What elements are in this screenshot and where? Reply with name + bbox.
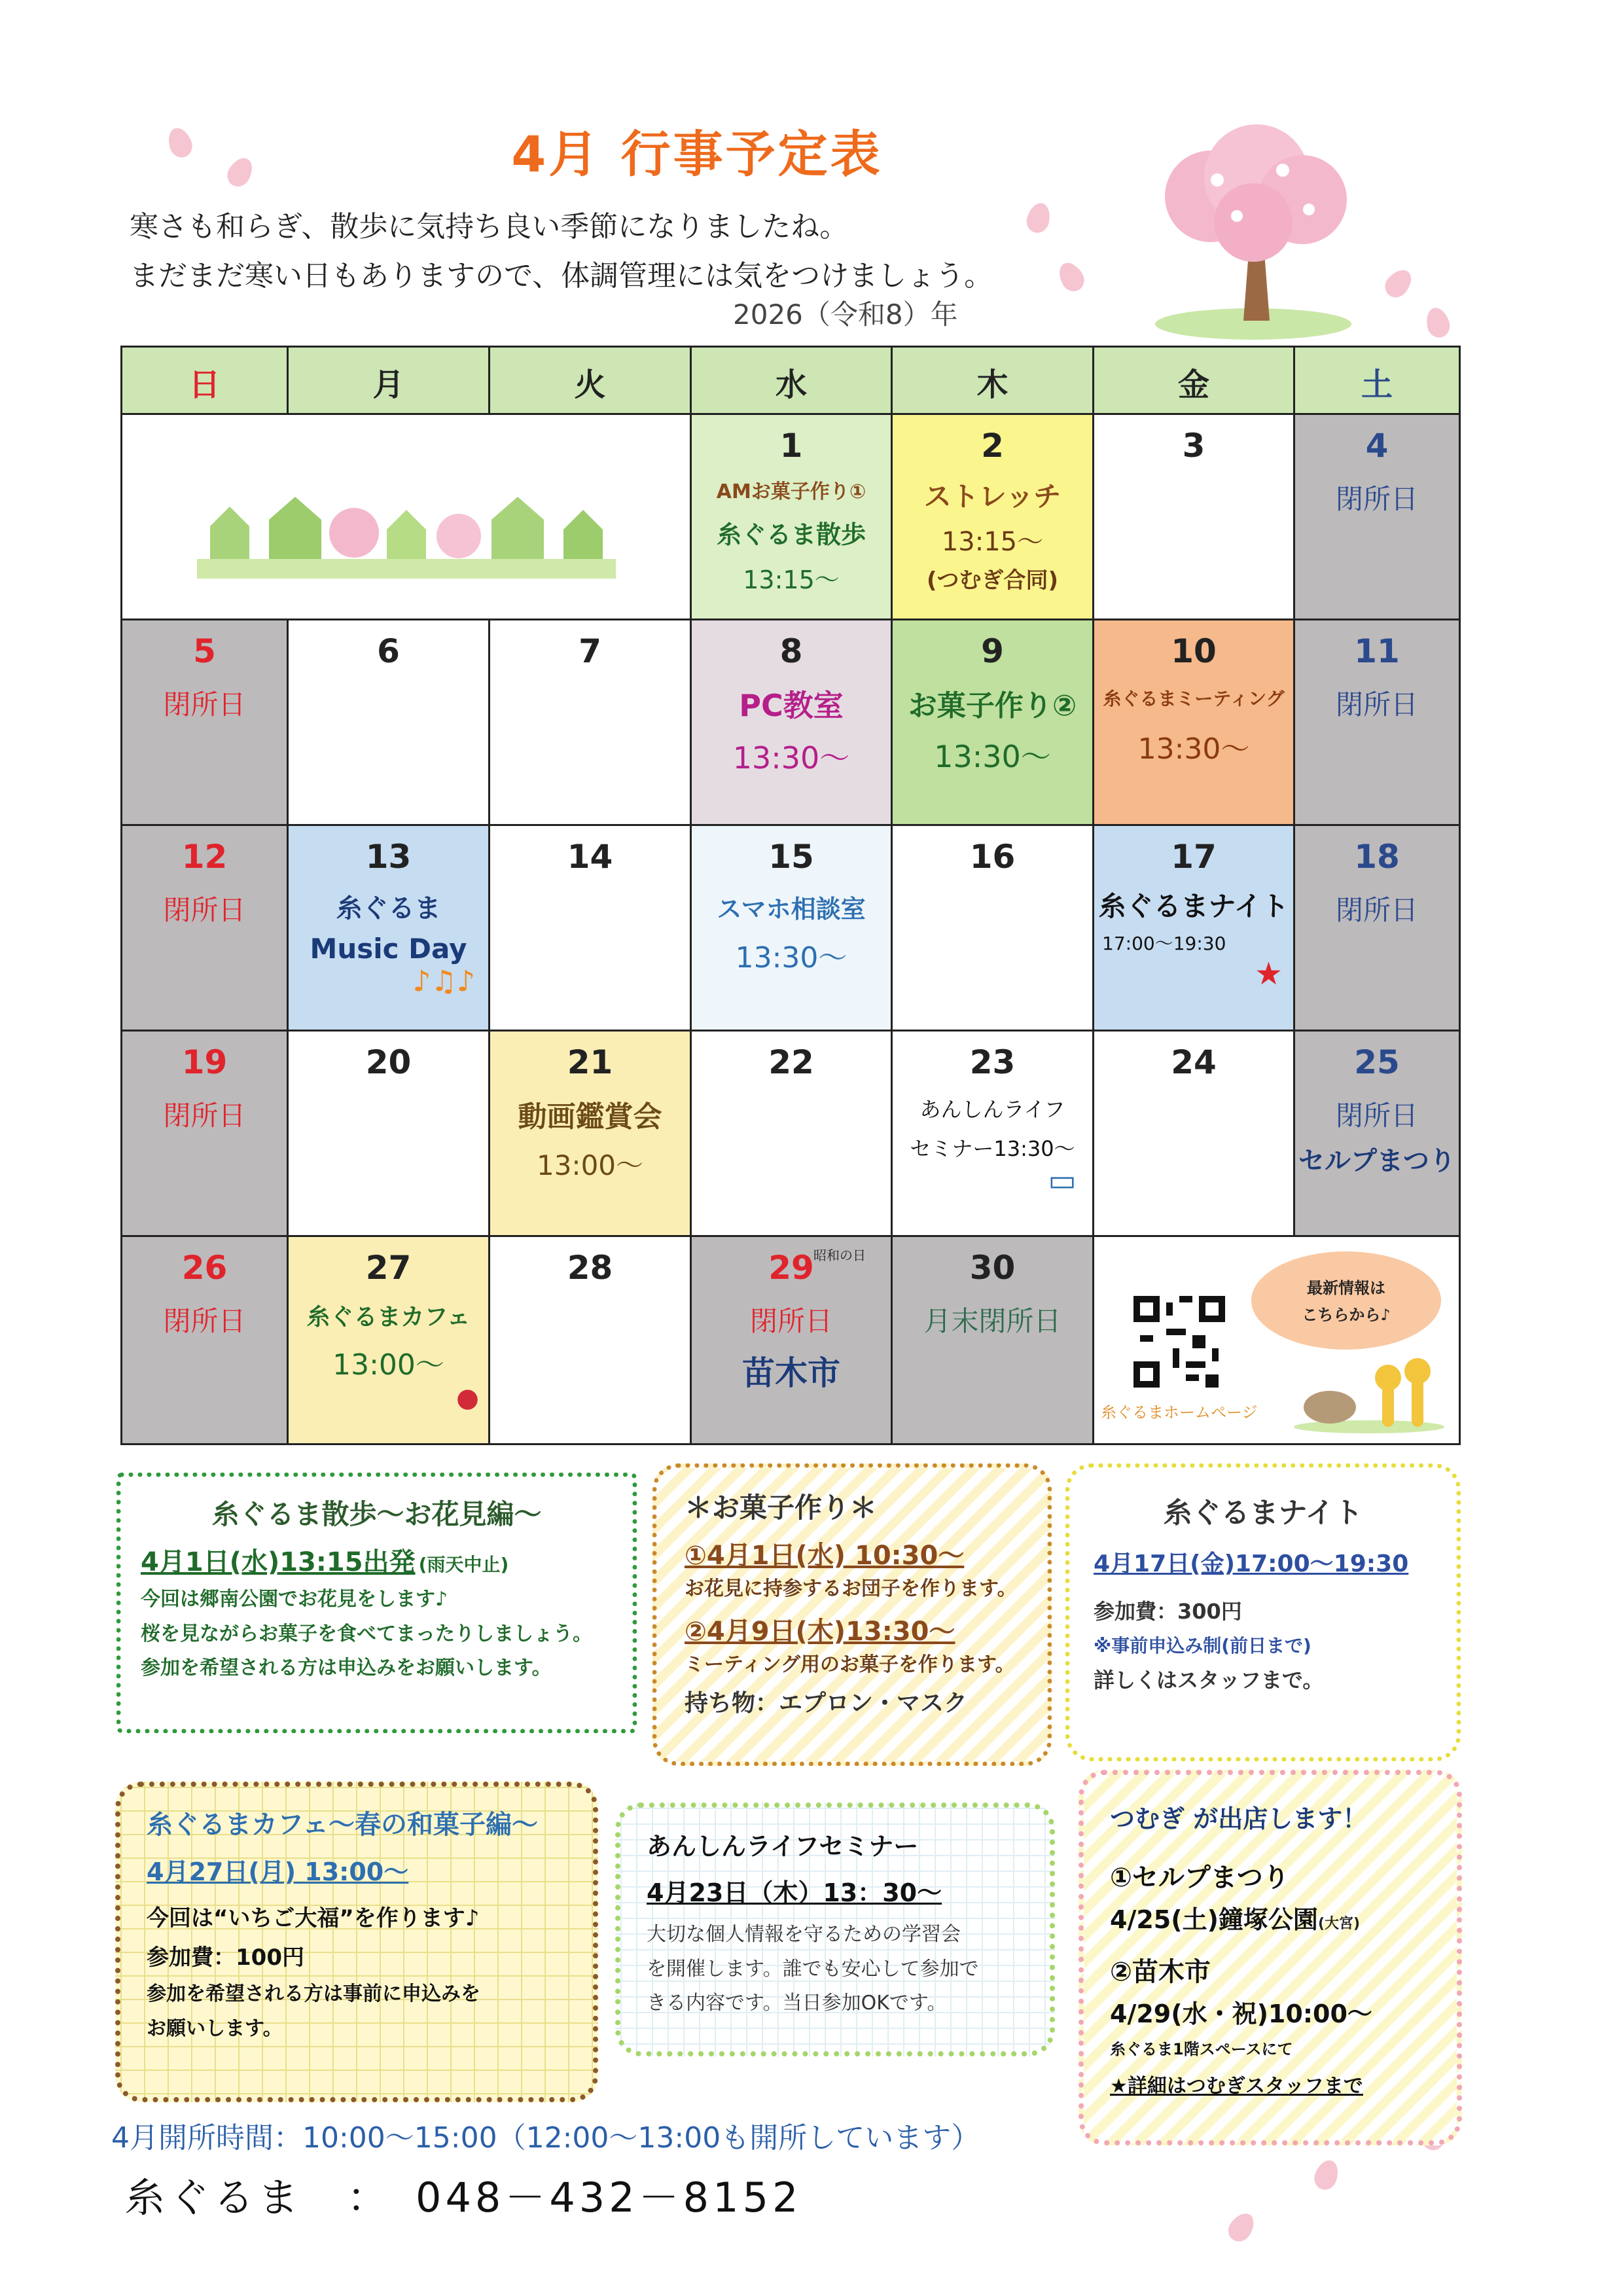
- day-cell-12: [120, 824, 289, 1031]
- event-time: 13:30～: [732, 740, 850, 776]
- closed-label: 閉所日: [163, 689, 246, 721]
- opening-hours: 4月開所時間：10:00～15:00（12:00～13:00も開所しています）: [111, 2121, 980, 2155]
- day-number: 23: [969, 1043, 1016, 1081]
- day-number: 27: [365, 1249, 412, 1287]
- sweets-info-box: [652, 1463, 1052, 1766]
- day-number: 15: [768, 838, 814, 876]
- day-number: 30: [969, 1249, 1016, 1287]
- day-number: 26: [181, 1249, 228, 1287]
- day-cell-2: [891, 413, 1094, 620]
- box-text: 参加費：300円: [1094, 1599, 1242, 1624]
- star-icon: ★: [1254, 956, 1283, 992]
- bubble-text-line1: 最新情報は: [1307, 1279, 1385, 1297]
- walk-info-box: [116, 1473, 637, 1733]
- bubble-text-line2: こちらから♪: [1302, 1306, 1391, 1324]
- petal-decoration: [1024, 200, 1054, 235]
- day-cell-13: [287, 824, 490, 1031]
- box-date: 4月23日（木）13：30～: [647, 1878, 942, 1907]
- box-text: 今回は郷南公園でお花見をします♪: [141, 1588, 448, 1611]
- closed-label: 閉所日: [1335, 689, 1418, 721]
- intro-text-line2: まだまだ寒い日もありますので、体調管理には気をつけましょう。: [130, 259, 993, 293]
- weekday-header-thu: 木: [891, 346, 1094, 415]
- day-number: 13: [365, 838, 412, 876]
- box-note: (雨天中止): [418, 1554, 509, 1575]
- box-text: 詳しくはスタッフまで。: [1094, 1668, 1324, 1693]
- day-cell-23: [891, 1030, 1094, 1237]
- day-number: 22: [768, 1043, 814, 1081]
- event-label: あんしんライフ: [919, 1097, 1065, 1122]
- day-cell-21: [488, 1030, 692, 1237]
- event-time: セミナー13:30～: [910, 1136, 1075, 1161]
- event-label: ストレッチ: [923, 480, 1061, 512]
- qr-caption: 糸ぐるまホームページ: [1101, 1403, 1258, 1422]
- event-note: (大宮): [1317, 1916, 1361, 1932]
- petal-decoration: [1311, 2157, 1342, 2193]
- box-text: ミーティング用のお菓子を作ります。: [685, 1653, 1015, 1676]
- mascot-characters-illustration: [1291, 1355, 1448, 1433]
- day-number: 17: [1171, 838, 1217, 876]
- box-date: 4月1日(水)13:15出発: [141, 1547, 416, 1577]
- event-note: 糸ぐるま1階スペースにて: [1110, 2040, 1293, 2058]
- day-number: 7: [579, 632, 601, 670]
- box-text: 大切な個人情報を守るための学習会: [647, 1923, 961, 1946]
- event-time: 13:15～: [941, 527, 1044, 557]
- petal-decoration: [1224, 2208, 1259, 2246]
- weekday-header-sun: 日: [120, 346, 289, 415]
- box-text: 参加を希望される方は事前に申込みを: [147, 1982, 480, 2005]
- day-cell-8: [690, 619, 893, 826]
- event-time: 13:00～: [536, 1149, 644, 1181]
- box-text: 持ち物：エプロン・マスク: [685, 1690, 968, 1717]
- day-cell-6: [287, 619, 490, 826]
- box-title: 糸ぐるまナイト: [1163, 1496, 1363, 1530]
- petal-decoration: [1423, 305, 1453, 340]
- box-date: 4月27日(月) 13:00～: [147, 1857, 409, 1886]
- calendar-grid: [120, 346, 1461, 1445]
- day-number: 11: [1354, 632, 1400, 670]
- music-note-icon: ♪♫♪: [412, 965, 475, 998]
- box-text: 桜を見ながらお菓子を食べてまったりしましょう。: [141, 1622, 592, 1645]
- box-text: 参加費：100円: [147, 1944, 304, 1971]
- weekday-header-fri: 金: [1092, 346, 1295, 415]
- day-cell-14: [488, 824, 692, 1031]
- closed-label: 閉所日: [163, 1100, 246, 1132]
- day-cell-11: [1293, 619, 1461, 826]
- box-title: 糸ぐるま散歩～お花見編～: [211, 1498, 542, 1530]
- day-number: 2: [981, 427, 1004, 465]
- day-cell-17: [1092, 824, 1295, 1031]
- event-label: 糸ぐるま: [336, 893, 441, 924]
- day-cell-22: [690, 1030, 893, 1237]
- event-time: 13:00～: [332, 1348, 444, 1382]
- event-label: AMお菓子作り①: [716, 480, 866, 503]
- day-number: 4: [1365, 427, 1389, 465]
- event-time: 13:30～: [934, 739, 1051, 774]
- day-number: 20: [365, 1043, 412, 1081]
- box-text: 今回は“いちご大福”を作ります♪: [147, 1905, 480, 1931]
- day-cell-26: [120, 1235, 289, 1445]
- box-title: つむぎ が出店します！: [1110, 1804, 1368, 1833]
- day-cell-27: [287, 1235, 490, 1445]
- box-text: 参加を希望される方は申込みをお願いします。: [141, 1657, 552, 1679]
- box-text: お願いします。: [147, 2017, 283, 2040]
- weekday-header-tue: 火: [488, 346, 692, 415]
- day-number: 12: [181, 838, 228, 876]
- event-time: 13:30～: [735, 941, 847, 975]
- day-number: 5: [193, 632, 216, 670]
- day-number: 21: [567, 1043, 613, 1081]
- day-number: 8: [779, 632, 803, 670]
- day-cell-4: [1293, 413, 1461, 620]
- day-number: 16: [969, 838, 1016, 876]
- day-cell-30: [891, 1235, 1094, 1445]
- closed-label: 閉所日: [1335, 1100, 1418, 1132]
- holiday-tag: 昭和の日: [813, 1247, 866, 1263]
- event-label: 動画鑑賞会: [518, 1100, 662, 1134]
- event-time: 17:00～19:30: [1102, 933, 1226, 954]
- event-note: ★詳細はつむぎスタッフまで: [1110, 2075, 1363, 2098]
- cafe-info-box: [115, 1782, 598, 2102]
- event-time: 13:15～: [743, 565, 840, 594]
- event-label: 糸ぐるまナイト: [1098, 890, 1289, 922]
- day-cell-5: [120, 619, 289, 826]
- event-date: 4/29(水・祝)10:00～: [1110, 2000, 1372, 2028]
- speech-bubble: [1251, 1251, 1441, 1350]
- day-number: 25: [1354, 1043, 1400, 1081]
- tsumugi-info-box: [1079, 1770, 1462, 2145]
- box-text: きる内容です。当日参加OKです。: [647, 1992, 947, 2015]
- day-cell-25: [1293, 1030, 1461, 1237]
- day-number: 29: [768, 1249, 814, 1287]
- day-number: 24: [1171, 1043, 1217, 1081]
- closed-label: 月末閉所日: [923, 1305, 1061, 1337]
- intro-text-line1: 寒さも和らぎ、散歩に気持ち良い季節になりましたね。: [130, 210, 849, 243]
- event-name: ②苗木市: [1110, 1957, 1211, 1987]
- closed-label: 閉所日: [163, 894, 246, 926]
- contact-phone[interactable]: 糸ぐるま ： 048－432－8152: [124, 2174, 802, 2221]
- event-label: Music Day: [310, 933, 467, 965]
- page-title: 4月 行事予定表: [511, 125, 883, 183]
- day-number: 6: [377, 632, 400, 670]
- weekday-header-sat: 土: [1293, 346, 1461, 415]
- event-label: セルプまつり: [1298, 1146, 1455, 1176]
- event-label: 糸ぐるま散歩: [716, 520, 866, 549]
- spring-town-illustration: [197, 480, 616, 585]
- day-cell-15: [690, 824, 893, 1031]
- closed-label: 閉所日: [749, 1305, 832, 1337]
- petal-decoration: [1380, 264, 1417, 302]
- day-cell-3: [1092, 413, 1295, 620]
- night-info-box: [1065, 1463, 1461, 1761]
- day-number: 10: [1171, 632, 1217, 670]
- day-number: 14: [567, 838, 613, 876]
- closed-label: 閉所日: [1335, 894, 1418, 926]
- event-name: ①セルプまつり: [1110, 1863, 1289, 1893]
- day-cell-9: [891, 619, 1094, 826]
- day-number: 28: [567, 1249, 613, 1287]
- day-cell-7: [488, 619, 692, 826]
- weekday-header-mon: 月: [287, 346, 490, 415]
- petal-decoration: [1054, 259, 1088, 296]
- day-number: 1: [779, 427, 803, 465]
- strawberry-icon: ●: [456, 1383, 479, 1413]
- closed-label: 閉所日: [163, 1305, 246, 1337]
- box-text: ※事前申込み制(前日まで): [1094, 1635, 1311, 1657]
- day-cell-1: [690, 413, 893, 620]
- box-date: ①4月1日(水) 10:30～: [685, 1541, 965, 1571]
- event-label: お菓子作り②: [908, 689, 1077, 723]
- day-cell-20: [287, 1030, 490, 1237]
- event-label: 糸ぐるまカフェ: [306, 1304, 471, 1331]
- event-label: 糸ぐるまミーティング: [1103, 688, 1285, 709]
- event-date: 4/25(土)鐘塚公園: [1110, 1905, 1318, 1934]
- qr-code-icon[interactable]: [1133, 1296, 1225, 1388]
- box-title: あんしんライフセミナー: [647, 1832, 919, 1861]
- day-cell-19: [120, 1030, 289, 1237]
- box-title: ＊お菓子作り＊: [685, 1492, 878, 1524]
- day-number: 18: [1354, 838, 1400, 876]
- event-label: スマホ相談室: [717, 895, 866, 924]
- day-cell-16: [891, 824, 1094, 1031]
- weekday-header-wed: 水: [690, 346, 893, 415]
- event-label: PC教室: [739, 688, 844, 723]
- box-date: ②4月9日(木)13:30～: [685, 1616, 955, 1647]
- day-number: 9: [981, 632, 1004, 670]
- town-illustration-cell: [120, 413, 692, 620]
- closed-label: 閉所日: [1335, 483, 1418, 515]
- day-cell-29: [690, 1235, 893, 1445]
- event-label: 苗木市: [742, 1354, 840, 1392]
- laptop-icon: ▭: [1048, 1162, 1077, 1198]
- box-text: お花見に持参するお団子を作ります。: [685, 1577, 1017, 1600]
- box-date: 4月17日(金)17:00～19:30: [1094, 1551, 1409, 1577]
- day-cell-10: [1092, 619, 1295, 826]
- year-label: 2026（令和8）年: [733, 298, 958, 331]
- seminar-info-box: [615, 1803, 1055, 2056]
- event-time: 13:30～: [1137, 732, 1250, 766]
- day-cell-24: [1092, 1030, 1295, 1237]
- day-number: 3: [1182, 427, 1205, 465]
- box-text: を開催します。誰でも安心して参加で: [647, 1957, 979, 1981]
- homepage-qr-cell: [1092, 1235, 1461, 1445]
- day-cell-28: [488, 1235, 692, 1445]
- box-title: 糸ぐるまカフェ～春の和菓子編～: [147, 1810, 538, 1840]
- day-number: 19: [181, 1043, 228, 1081]
- event-note: (つむぎ合同): [926, 567, 1059, 594]
- day-cell-18: [1293, 824, 1461, 1031]
